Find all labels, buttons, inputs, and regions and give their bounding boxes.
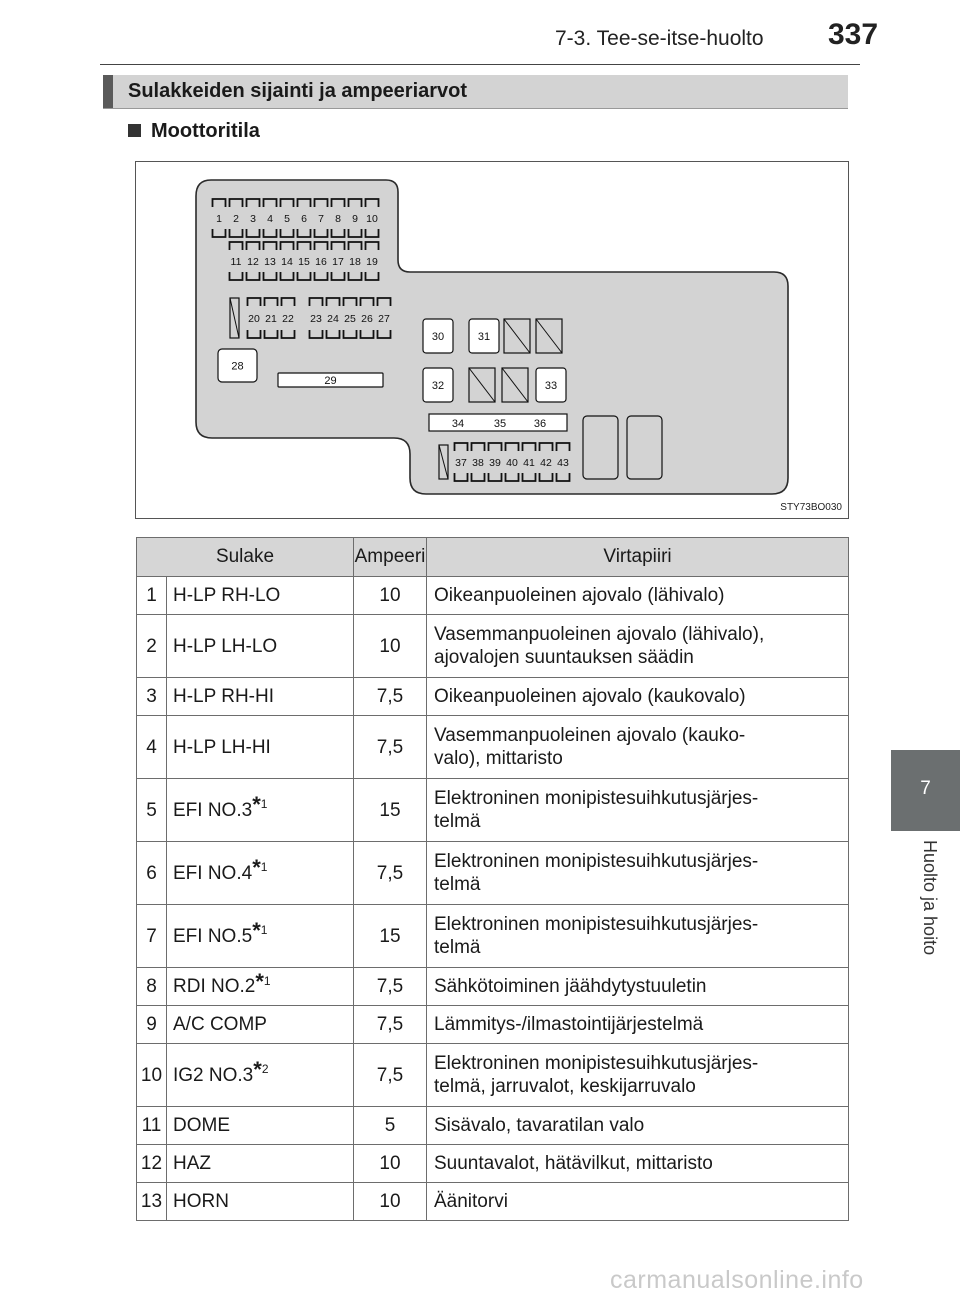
fuse-number: 8 [137,968,167,1006]
fuse-amperage: 10 [354,615,427,678]
fuse-label: 37 [455,457,467,469]
fuse-label: 17 [332,256,344,268]
fuse-circuit: Vasemmanpuoleinen ajovalo (kauko- [434,725,746,746]
fuse-number: 11 [137,1107,167,1145]
fuse-circuit-cell [427,1006,849,1044]
fuse-number: 4 [137,716,167,779]
asterisk-icon: * [252,855,261,881]
fuse-label: 9 [352,213,358,225]
footnote-number: 1 [260,860,268,875]
table-row [137,968,849,1006]
fuse-circuit-cell [427,1107,849,1145]
table-header-row [137,538,849,577]
fuse-label: 20 [248,313,260,325]
fuse-label: 5 [284,213,290,225]
fuse-label: 4 [267,213,273,225]
fuse-circuit: Oikeanpuoleinen ajovalo (lähivalo) [434,585,725,606]
fuse-label: 31 [477,331,491,343]
fuse-name-cell [167,716,354,779]
fuse-circuit: Vasemmanpuoleinen ajovalo (lähivalo), [434,624,765,645]
table-row [137,1107,849,1145]
fuse-amperage: 7,5 [354,842,427,905]
footnote-number: 1 [260,797,268,812]
fuse-label: 25 [344,313,356,325]
subheading-text: Moottoritila [151,120,260,142]
table-row [137,716,849,779]
fuse-circuit: Oikeanpuoleinen ajovalo (kaukovalo) [434,686,746,707]
fuse-circuit-cell [427,842,849,905]
fuse-label: 18 [349,256,361,268]
fuse-circuit: Lämmitys-/ilmastointijärjestelmä [434,1014,704,1035]
fuse-circuit-cell [427,1183,849,1221]
fuse-label: 23 [310,313,322,325]
table-row [137,615,849,678]
fuse-number: 5 [137,779,167,842]
table-row [137,905,849,968]
fuse-name-cell [167,615,354,678]
chapter-number: 7 [920,778,931,799]
fuse-circuit: Elektroninen monipistesuihkutusjärjes- [434,851,759,872]
fuse-number: 12 [137,1145,167,1183]
fuse-circuit: Sisävalo, tavaratilan valo [434,1115,645,1136]
fuse-circuit-cell [427,1044,849,1107]
footnote-number: 2 [261,1062,269,1077]
fuse-name: IG2 NO.3 [173,1064,254,1086]
fuse-amperage: 7,5 [354,968,427,1006]
fuse-label: 14 [281,256,293,268]
fuse-name: EFI NO.4 [173,862,253,884]
fuse-name: H-LP RH-HI [173,686,274,707]
table-row [137,1183,849,1221]
fuse-name: RDI NO.2 [173,976,256,997]
fuse-name-cell [167,968,354,1006]
fuse-table [136,537,849,1221]
chapter-tab [891,750,960,831]
fuse-box-slot [627,416,662,479]
fuse-label: 19 [366,256,378,268]
fuse-name-cell [167,1145,354,1183]
fuse-name: DOME [173,1115,230,1136]
fuse-label: 34 [451,418,465,430]
fuse-label: 8 [335,213,341,225]
fuse-amperage: 7,5 [354,716,427,779]
fuse-label: 43 [557,457,569,469]
diagram-code: STY73BO030 [780,502,842,513]
fuse-label: 30 [431,331,445,343]
header-rule [100,64,860,65]
column-header-circuit: Virtapiiri [427,538,849,577]
fuse-label: 16 [315,256,327,268]
footnote-marker [253,1057,269,1083]
fuse-label: 41 [523,457,535,469]
page-number: 337 [828,18,879,51]
fuse-label: 26 [361,313,373,325]
fuse-label: 11 [230,256,242,268]
fuse-label: 1 [216,213,222,225]
fuse-circuit-cell [427,678,849,716]
fuse-label: 39 [489,457,501,469]
table-row [137,1044,849,1107]
fuse-name-cell [167,842,354,905]
table-row [137,678,849,716]
fuse-label: 12 [247,256,259,268]
fuse-number: 6 [137,842,167,905]
column-header-amp: Ampeeri [354,538,427,577]
fuse-number: 9 [137,1006,167,1044]
fuse-circuit-cell [427,779,849,842]
fuse-box-drawing [136,162,848,518]
fuse-name: HORN [173,1191,229,1212]
fuse-name: H-LP LH-LO [173,635,278,657]
section-title-accent [103,75,113,108]
asterisk-icon: * [252,918,261,944]
table-body [137,577,849,1221]
subheading [128,120,260,143]
fuse-circuit-line2: telmä [434,811,481,832]
table-row [137,1006,849,1044]
table-row [137,842,849,905]
fuse-label: 22 [282,313,294,325]
fuse-number: 13 [137,1183,167,1221]
fuse-label: 38 [472,457,484,469]
fuse-number: 3 [137,678,167,716]
fuse-circuit: Sähkötoiminen jäähdytystuuletin [434,976,707,997]
fuse-circuit-line2: telmä [434,937,481,958]
fuse-name: H-LP RH-LO [173,585,281,606]
fuse-label: 35 [493,418,507,430]
fuse-circuit-cell [427,615,849,678]
table-row [137,577,849,615]
fuse-circuit-cell [427,716,849,779]
fuse-circuit: Äänitorvi [434,1191,508,1212]
fuse-label: 2 [233,213,239,225]
fuse-label: 27 [378,313,390,325]
fuse-circuit: Elektroninen monipistesuihkutusjärjes- [434,1053,759,1074]
fuse-circuit-line2: valo), mittaristo [434,748,563,769]
chapter-label: Huolto ja hoito [920,840,940,956]
fuse-number: 7 [137,905,167,968]
fuse-box-diagram [135,161,849,519]
fuse-circuit-cell [427,905,849,968]
fuse-circuit-line2: telmä [434,874,481,895]
fuse-name: EFI NO.5 [173,925,253,947]
fuse-number: 1 [137,577,167,615]
fuse-label: 21 [265,313,277,325]
watermark: carmanualsonline.info [610,1266,864,1294]
fuse-label: 3 [250,213,256,225]
fuse-circuit-cell [427,968,849,1006]
fuse-label: 28 [231,360,244,373]
fuse-name-cell [167,1183,354,1221]
footnote-marker [255,968,271,994]
fuse-name: H-LP LH-HI [173,736,271,758]
column-header-fuse: Sulake [137,538,354,577]
square-bullet-icon [128,124,141,137]
footnote-marker [252,792,268,818]
fuse-name: HAZ [173,1153,211,1174]
fuse-box-slot [583,416,618,479]
fuse-label: 7 [318,213,324,225]
fuse-circuit-cell [427,1145,849,1183]
fuse-circuit-cell [427,577,849,615]
fuse-name-cell [167,1044,354,1107]
footnote-marker [252,918,268,944]
header-section-title: 7-3. Tee-se-itse-huolto [555,27,764,50]
fuse-label: 6 [301,213,307,225]
fuse-label: 24 [327,313,339,325]
fuse-name-cell [167,779,354,842]
fuse-label: 13 [264,256,276,268]
fuse-label: 10 [366,213,378,225]
table-row [137,779,849,842]
fuse-circuit: Elektroninen monipistesuihkutusjärjes- [434,914,759,935]
fuse-amperage: 5 [354,1107,427,1145]
asterisk-icon: * [253,1057,262,1083]
fuse-label: 40 [506,457,518,469]
fuse-label: 29 [324,375,337,387]
footnote-number: 1 [263,973,271,988]
fuse-amperage: 7,5 [354,1006,427,1044]
section-title: Sulakkeiden sijainti ja ampeeriarvot [128,80,468,102]
fuse-amperage: 10 [354,1183,427,1221]
fuse-circuit-line2: ajovalojen suuntauksen säädin [434,647,694,668]
fuse-name-cell [167,577,354,615]
footnote-marker [252,855,268,881]
fuse-amperage: 15 [354,779,427,842]
fuse-amperage: 10 [354,577,427,615]
fuse-label: 32 [431,380,445,392]
asterisk-icon: * [252,792,261,818]
fuse-name-cell [167,905,354,968]
fuse-name-cell [167,678,354,716]
fuse-label: 42 [540,457,552,469]
fuse-amperage: 7,5 [354,1044,427,1107]
fuse-amperage: 15 [354,905,427,968]
fuse-number: 2 [137,615,167,678]
fuse-label: 36 [533,418,547,430]
fuse-name: A/C COMP [173,1014,267,1035]
table-row [137,1145,849,1183]
asterisk-icon: * [255,968,264,994]
fuse-amperage: 10 [354,1145,427,1183]
footnote-number: 1 [260,923,268,938]
fuse-circuit-line2: telmä, jarruvalot, keskijarruvalo [434,1076,696,1097]
fuse-amperage: 7,5 [354,678,427,716]
fuse-circuit: Elektroninen monipistesuihkutusjärjes- [434,788,759,809]
fuse-name-cell [167,1107,354,1145]
fuse-label: 15 [298,256,310,268]
fuse-number: 10 [137,1044,167,1107]
fuse-label: 33 [544,380,558,392]
fuse-circuit: Suuntavalot, hätävilkut, mittaristo [434,1153,713,1174]
fuse-name: EFI NO.3 [173,799,253,821]
section-title-bar [103,75,848,109]
fuse-name-cell [167,1006,354,1044]
